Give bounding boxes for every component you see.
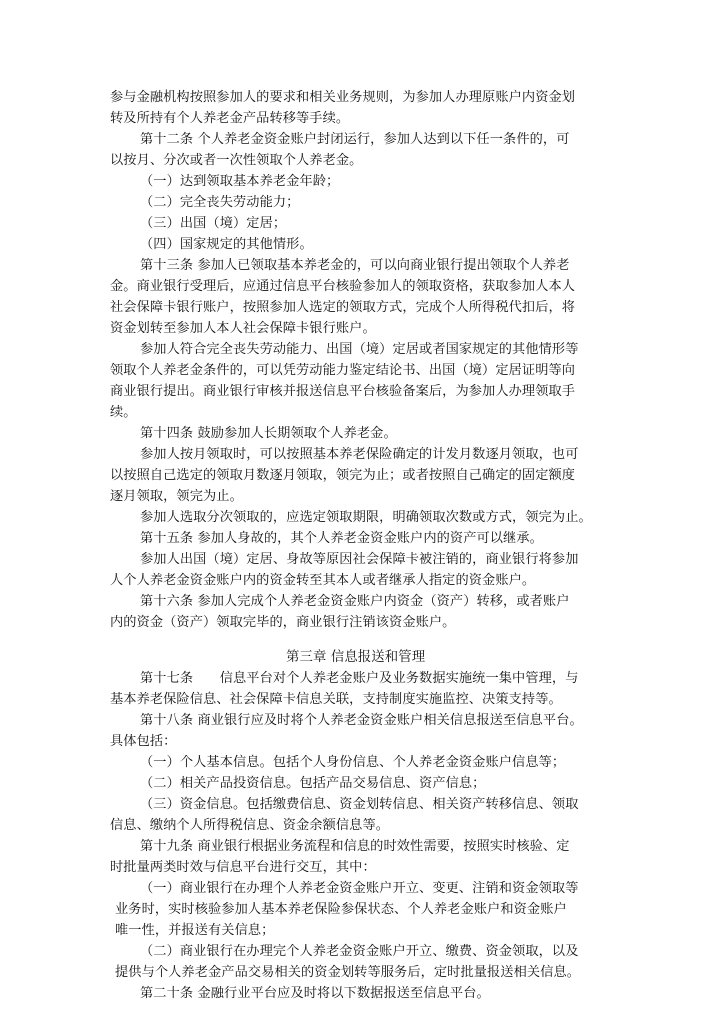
text-line: 具体包括： [110, 734, 177, 749]
text-line: （二）商业银行在办理完个人养老金资金账户开立、缴费、资金领取，以及 [140, 944, 579, 959]
text-line: 第十三条 参加人已领取基本养老金的，可以向商业银行提出领取个人养老 [140, 258, 570, 273]
text-line: 资金划转至参加人本人社会保障卡银行账户。 [110, 321, 376, 336]
text-line: 第二十条 金融行业平台应及时将以下数据报送至信息平台。 [140, 986, 490, 1001]
text-line: 第十二条 个人养老金资金账户封闭运行，参加人达到以下任一条件的，可 [140, 132, 570, 147]
text-line: （一）个人基本信息。包括个人身份信息、个人养老金资金账户信息等； [140, 755, 566, 770]
text-line: （三）资金信息。包括缴费信息、资金划转信息、相关资产转移信息、领取 [140, 797, 579, 812]
text-line: 领取个人养老金条件的，可以凭劳动能力鉴定结论书、出国（境）定居证明等向 [110, 363, 576, 378]
text-line: （一）商业银行在办理个人养老金资金账户开立、变更、注销和资金领取等 [140, 881, 579, 896]
text-line: 第十七条 信息平台对个人养老金账户及业务数据实施统一集中管理，与 [140, 671, 579, 686]
text-line: 续。 [110, 405, 137, 420]
text-line: 人个人养老金资金账户内的资金转至其本人或者继承人指定的资金账户。 [110, 573, 536, 588]
text-line: 唯一性，并报送有关信息； [115, 923, 275, 938]
text-line: 业务时，实时核验参加人基本养老保险参保状态、个人养老金账户和资金账户 [115, 902, 567, 917]
text-line: 以按照自己选定的领取月数逐月领取，领完为止；或者按照自己确定的固定额度 [110, 468, 576, 483]
text-line: 内的资金（资产）领取完毕的，商业银行注销该资金账户。 [110, 615, 456, 630]
text-line: 转及所持有个人养老金产品转移等手续。 [110, 111, 350, 126]
text-line: （二）相关产品投资信息。包括产品交易信息、资产信息； [140, 776, 486, 791]
text-line: 参加人出国（境）定居、身故等原因社会保障卡被注销的，商业银行将参加 [140, 552, 579, 567]
text-line: 参与金融机构按照参加人的要求和相关业务规则，为参加人办理原账户内资金划 [110, 90, 576, 105]
text-line: 金。商业银行受理后，应通过信息平台核验参加人的领取资格，获取参加人本人 [110, 279, 576, 294]
text-line: 第十五条 参加人身故的，其个人养老金资金账户内的资产可以继承。 [140, 531, 543, 546]
text-line: 以按月、分次或者一次性领取个人养老金。 [110, 153, 363, 168]
text-line: 第十四条 鼓励参加人长期领取个人养老金。 [140, 426, 397, 441]
text-line: 参加人符合完全丧失劳动能力、出国（境）定居或者国家规定的其他情形等 [140, 342, 579, 357]
text-line: 时批量两类时效与信息平台进行交互，其中： [110, 860, 376, 875]
text-line: 社会保障卡银行账户，按照参加人选定的领取方式，完成个人所得税代扣后，将 [110, 300, 576, 315]
text-line: 商业银行提出。商业银行审核并报送信息平台核验备案后，为参加人办理领取手 [110, 384, 576, 399]
text-line: 第十六条 参加人完成个人养老金资金账户内资金（资产）转移，或者账户 [140, 594, 570, 609]
text-line: （三）出国（境）定居； [140, 216, 287, 231]
text-line: 基本养老保险信息、社会保障卡信息关联，支持制度实施监控、决策支持等。 [110, 692, 562, 707]
text-line: （四）国家规定的其他情形。 [140, 237, 313, 252]
text-line: 信息、缴纳个人所得税信息、资金余额信息等。 [110, 818, 390, 833]
text-line: 第十九条 商业银行根据业务流程和信息的时效性需要，按照实时核验、定 [140, 839, 570, 854]
text-line: （二）完全丧失劳动能力； [140, 195, 300, 210]
text-line: 提供与个人养老金产品交易相关的资金划转等服务后，定时批量报送相关信息。 [115, 965, 581, 980]
chapter-heading: 第三章 信息报送和管理 [286, 650, 426, 665]
text-line: （一）达到领取基本养老金年龄； [140, 174, 340, 189]
text-line: 参加人按月领取时，可以按照基本养老保险确定的计发月数逐月领取，也可 [140, 447, 579, 462]
text-line: 第十八条 商业银行应及时将个人养老金资金账户相关信息报送至信息平台。 [140, 713, 583, 728]
text-line: 逐月领取，领完为止。 [110, 489, 243, 504]
text-line: 参加人选取分次领取的，应选定领取期限，明确领取次数或方式，领完为止。 [140, 510, 592, 525]
